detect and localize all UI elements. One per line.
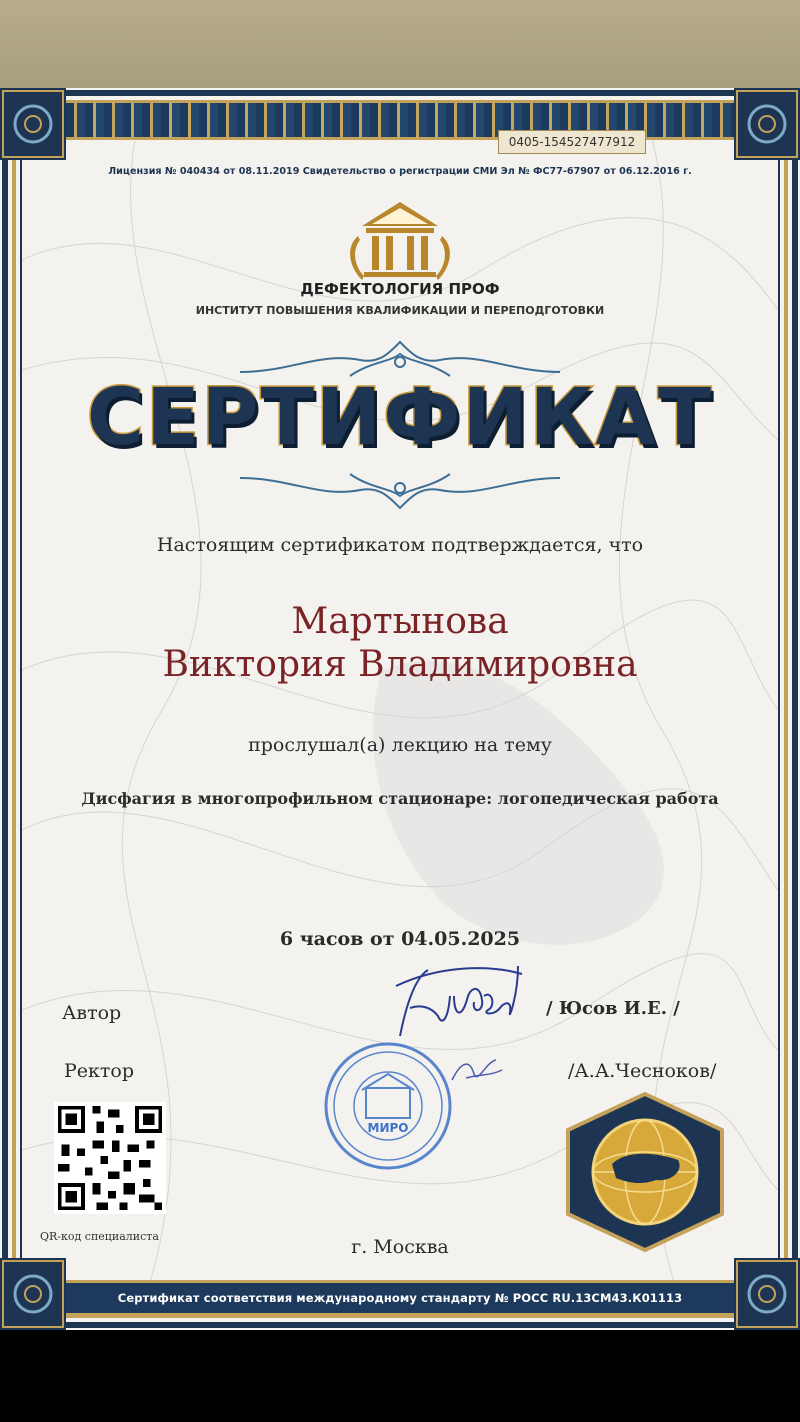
lecture-topic: Дисфагия в многопрофильном стационаре: логопедическая работа: [81, 789, 719, 808]
organization-stamp: [322, 1040, 454, 1172]
city: г. Москва: [351, 1236, 449, 1258]
stamp-text: МИРО: [367, 1121, 409, 1135]
building-columns-laurel-icon: [340, 196, 460, 288]
corner-ornament-icon: [734, 1258, 800, 1330]
flourish-ornament-icon: [230, 468, 570, 518]
bottom-background: [0, 1330, 800, 1422]
corner-ornament-icon: [0, 1258, 66, 1330]
footer-certificate-text: Сертификат соответствия международному стандарту № РОСС RU.13СМ43.К01113: [117, 1291, 683, 1305]
rector-signature: [446, 1050, 506, 1090]
certificate-title: СЕРТИФИКАТ: [86, 373, 714, 463]
serial-number: 0405-154527477912: [498, 130, 646, 154]
author-label: Автор: [62, 1002, 122, 1024]
hours-and-date: 6 часов от 04.05.2025: [279, 928, 521, 950]
certificate: [0, 88, 800, 1330]
corner-ornament-icon: [0, 88, 66, 160]
author-signature: [388, 956, 528, 1048]
recipient-given-names: Виктория Владимировна: [162, 644, 638, 685]
top-background: [0, 0, 800, 88]
action-text: прослушал(а) лекцию на тему: [248, 734, 552, 756]
certification-globe-emblem: [560, 1090, 730, 1254]
rector-label: Ректор: [64, 1060, 135, 1082]
confirmation-text: Настоящим сертификатом подтверждается, что: [156, 534, 644, 556]
organization-subtitle: ИНСТИТУТ ПОВЫШЕНИЯ КВАЛИФИКАЦИИ И ПЕРЕПОДГОТОВКИ: [195, 304, 605, 317]
footer-band: [66, 1280, 734, 1316]
qr-code[interactable]: [54, 1102, 166, 1214]
organization-name: ДЕФЕКТОЛОГИЯ ПРОФ: [300, 280, 500, 298]
author-name: / Юсов И.Е. /: [546, 998, 680, 1019]
license-line: Лицензия № 040434 от 08.11.2019 Свидетельство о регистрации СМИ Эл № ФС77-67907 от 06.12.2016 г.: [108, 166, 692, 177]
recipient-surname: Мартынова: [291, 601, 509, 642]
corner-ornament-icon: [734, 88, 800, 160]
qr-caption: QR-код специалиста: [40, 1230, 159, 1243]
rector-name: /А.А.Чесноков/: [568, 1060, 717, 1082]
recipient-name: [0, 600, 800, 686]
